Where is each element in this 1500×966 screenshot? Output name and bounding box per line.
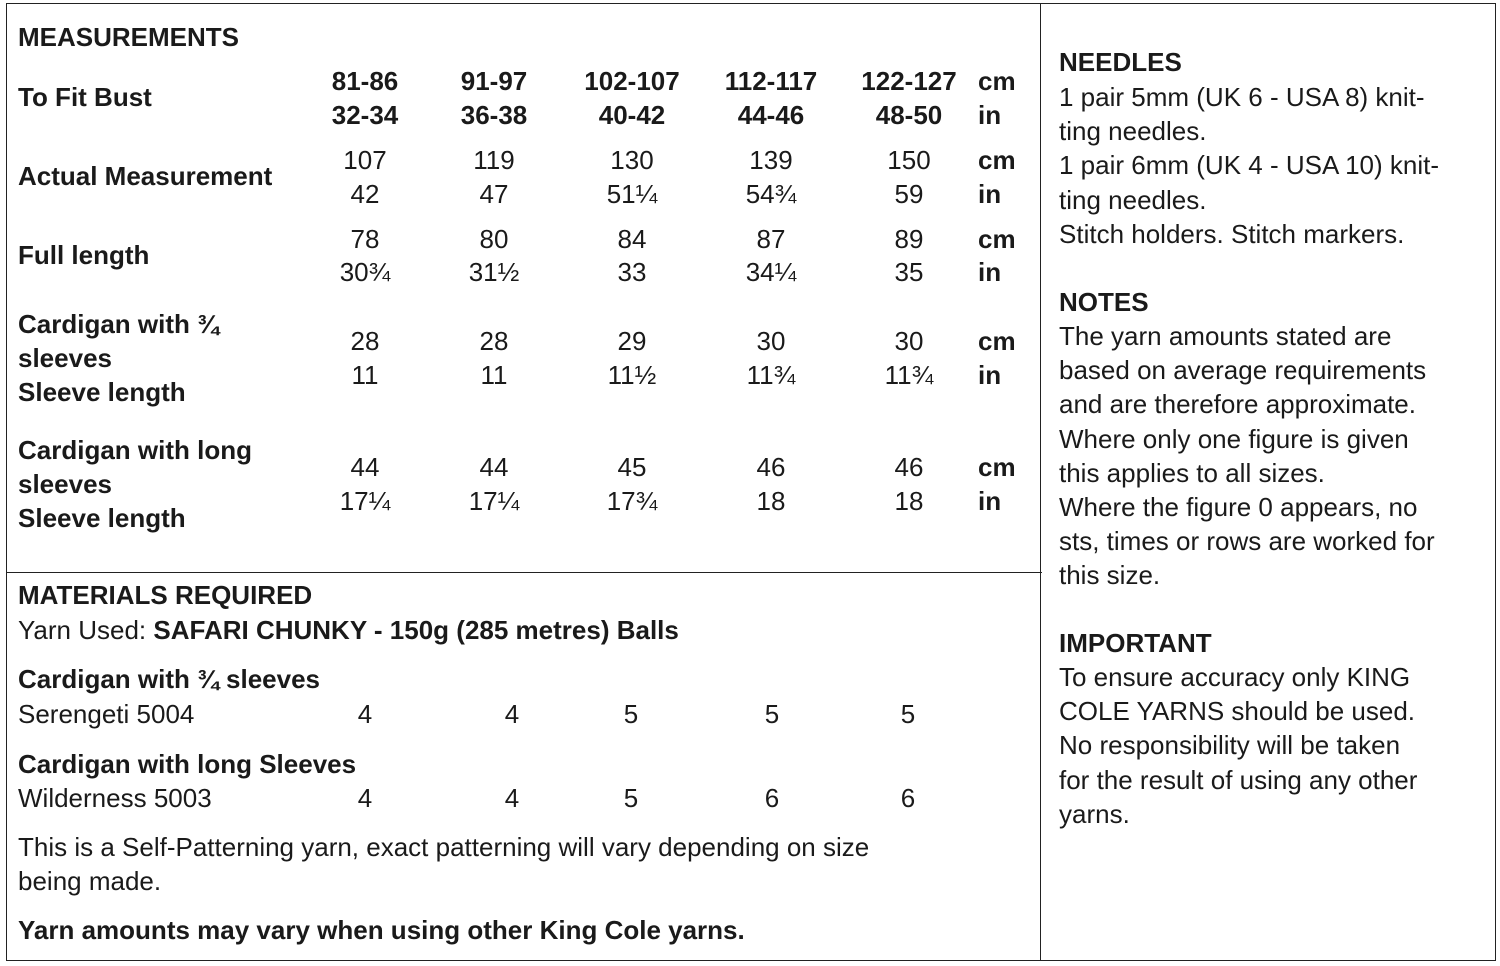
size-header-in: 36-38 (460, 100, 528, 130)
important-line: for the result of using any other (1059, 764, 1418, 795)
needles-line: Stitch holders. Stitch markers. (1059, 218, 1405, 249)
notes-line: this applies to all sizes. (1059, 457, 1325, 488)
needles-line: ting needles. (1059, 116, 1207, 147)
self-patterning-note-line2: being made. (18, 866, 162, 896)
self-patterning-note-line1: This is a Self-Patterning yarn, exact patterning will vary depending on size (18, 832, 870, 862)
size-header-cm: 91-97 (460, 66, 528, 96)
column-divider (1040, 3, 1041, 961)
row-label-three-quarter-line3: Sleeve length (18, 377, 186, 407)
size-header-in: 44-46 (737, 100, 805, 130)
group-title-three-quarter: Cardigan with ¾ sleeves (18, 664, 321, 694)
unit-in: in (978, 100, 1002, 130)
unit-in: in (978, 179, 1002, 209)
size-header-cm: 102-107 (584, 66, 680, 96)
cell-cm: 87 (756, 224, 786, 254)
notes-text (1059, 319, 1435, 593)
size-header-in: 40-42 (598, 100, 666, 130)
ball-count: 6 (900, 783, 916, 813)
row-label-long-line1: Cardigan with long (18, 435, 252, 465)
needles-line: 1 pair 6mm (UK 4 - USA 10) knit- (1059, 150, 1439, 181)
cell-in: 33 (617, 257, 647, 287)
important-text (1059, 660, 1417, 831)
ball-count: 5 (764, 699, 780, 729)
size-header-cm: 122-127 (861, 66, 957, 96)
ball-count: 4 (357, 699, 373, 729)
notes-line: Where only one figure is given (1059, 423, 1409, 454)
ball-count: 5 (623, 699, 639, 729)
cell-in: 11 (351, 360, 379, 390)
size-header-in: 32-34 (331, 100, 399, 130)
yarn-amount-warning: Yarn amounts may vary when using other King Cole yarns. (18, 915, 745, 945)
important-line: yarns. (1059, 798, 1130, 829)
important-line: COLE YARNS should be used. (1059, 696, 1416, 727)
cell-in: 31½ (468, 257, 520, 287)
row-label-long-line2: sleeves (18, 469, 112, 499)
unit-cm: cm (978, 145, 1016, 175)
cell-in: 17¾ (606, 486, 658, 516)
notes-line: this size. (1059, 560, 1161, 591)
unit-cm: cm (978, 452, 1016, 482)
cell-cm: 29 (617, 326, 647, 356)
size-header-cm: 81-86 (331, 66, 399, 96)
notes-line: The yarn amounts stated are (1059, 321, 1392, 351)
size-header-cm: 112-117 (724, 66, 818, 96)
cell-in: 51¼ (606, 179, 658, 209)
ball-count: 5 (623, 783, 639, 813)
yarn-used-label: Yarn Used: (18, 615, 147, 645)
cell-in: 18 (756, 486, 786, 516)
group-title-long: Cardigan with long Sleeves (18, 749, 357, 779)
row-label-long-line3: Sleeve length (18, 503, 186, 533)
yarn-used-line (18, 613, 679, 647)
cell-cm: 78 (350, 224, 380, 254)
notes-line: based on average requirements (1059, 355, 1427, 386)
cell-in: 11¾ (746, 360, 796, 390)
cell-cm: 28 (479, 326, 509, 356)
cell-in: 54¾ (745, 179, 797, 209)
ball-count: 6 (764, 783, 780, 813)
unit-in: in (978, 486, 1002, 516)
cell-in: 34¼ (745, 257, 797, 287)
row-label-three-quarter-line1: Cardigan with ¾ (18, 309, 219, 339)
row-label-fit-bust: To Fit Bust (18, 82, 152, 112)
notes-heading: NOTES (1059, 287, 1149, 317)
cell-cm: 150 (887, 145, 931, 175)
ball-count: 4 (504, 699, 520, 729)
size-header-in: 48-50 (875, 100, 943, 130)
cell-cm: 84 (617, 224, 647, 254)
cell-cm: 119 (473, 145, 515, 175)
cell-cm: 46 (756, 452, 786, 482)
cell-cm: 80 (479, 224, 509, 254)
cell-cm: 46 (894, 452, 924, 482)
needles-line: 1 pair 5mm (UK 6 - USA 8) knit- (1059, 82, 1425, 112)
needles-text (1059, 80, 1439, 251)
important-heading: IMPORTANT (1059, 628, 1212, 658)
cell-in: 11 (480, 360, 508, 390)
cell-cm: 30 (756, 326, 786, 356)
cell-in: 30¾ (339, 257, 391, 287)
cell-in: 11¾ (884, 360, 934, 390)
cell-in: 35 (894, 257, 924, 287)
shade-wilderness: Wilderness 5003 (18, 783, 212, 813)
unit-cm: cm (978, 224, 1016, 254)
unit-cm: cm (978, 326, 1016, 356)
important-line: To ensure accuracy only KING (1059, 662, 1411, 692)
cell-cm: 139 (749, 145, 793, 175)
ball-count: 4 (357, 783, 373, 813)
cell-in: 11½ (607, 360, 657, 390)
row-label-full-length: Full length (18, 240, 150, 270)
unit-in: in (978, 257, 1002, 287)
unit-in: in (978, 360, 1002, 390)
cell-cm: 130 (610, 145, 654, 175)
cell-in: 17¼ (468, 486, 520, 516)
section-divider (6, 572, 1042, 573)
notes-line: sts, times or rows are worked for (1059, 526, 1435, 557)
cell-in: 18 (894, 486, 924, 516)
cell-in: 59 (894, 179, 924, 209)
important-line: No responsibility will be taken (1059, 730, 1401, 761)
yarn-used-value: SAFARI CHUNKY - 150g (285 metres) Balls (153, 615, 679, 645)
cell-cm: 45 (617, 452, 647, 482)
cell-in: 42 (350, 179, 380, 209)
row-label-three-quarter-line2: sleeves (18, 343, 112, 373)
cell-cm: 28 (350, 326, 380, 356)
cell-in: 47 (479, 179, 509, 209)
materials-heading: MATERIALS REQUIRED (18, 580, 313, 610)
cell-cm: 44 (350, 452, 380, 482)
notes-line: Where the figure 0 appears, no (1059, 492, 1418, 523)
cell-cm: 44 (479, 452, 509, 482)
measurements-heading: MEASUREMENTS (18, 22, 240, 52)
cell-cm: 107 (343, 145, 387, 175)
cell-cm: 30 (894, 326, 924, 356)
row-label-actual-measurement: Actual Measurement (18, 161, 273, 191)
ball-count: 5 (900, 699, 916, 729)
cell-cm: 89 (894, 224, 924, 254)
shade-serengeti: Serengeti 5004 (18, 699, 195, 729)
needles-line: ting needles. (1059, 184, 1207, 215)
needles-heading: NEEDLES (1059, 47, 1182, 77)
notes-line: and are therefore approximate. (1059, 389, 1416, 420)
unit-cm: cm (978, 66, 1016, 96)
cell-in: 17¼ (339, 486, 391, 516)
ball-count: 4 (504, 783, 520, 813)
